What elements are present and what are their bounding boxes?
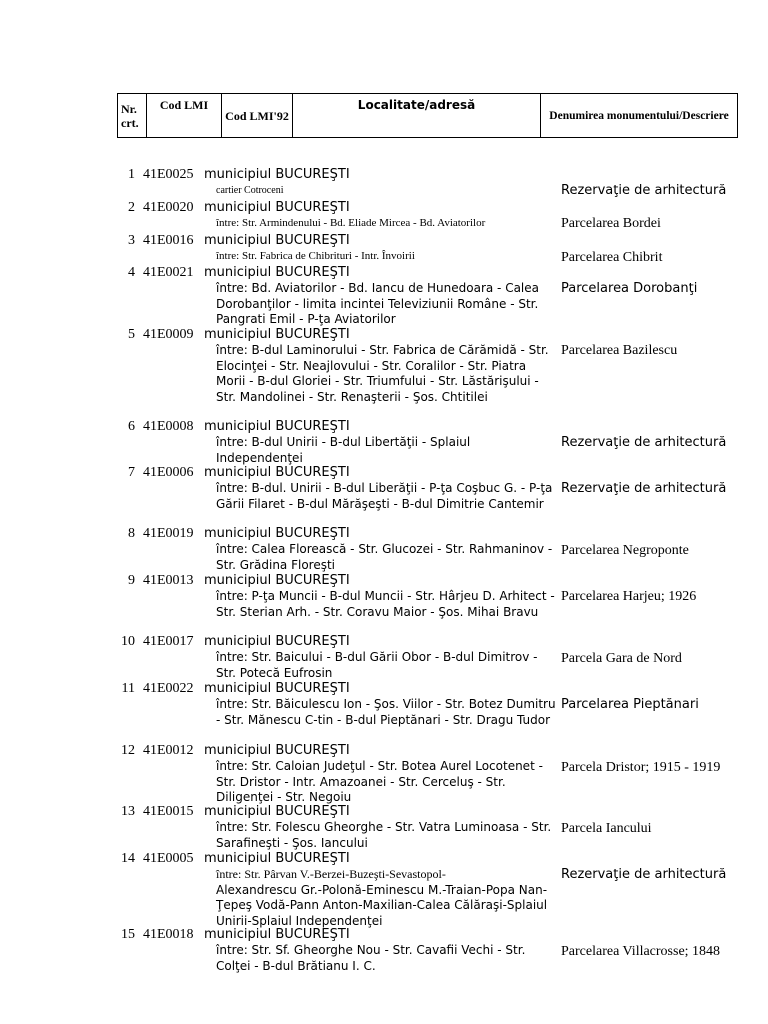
row-address-block	[216, 867, 556, 929]
row-address: între: Str. Băiculescu Ion - Şos. Viilor - Str. Botez Dumitru - Str. Mănescu C-tin - B-dul Pieptănari - Str. Dragu Tudor	[216, 697, 556, 727]
row-cod-lmi: 41E0020	[143, 200, 194, 215]
row-address: între: Str. Baicului - B-dul Gării Obor - B-dul Dimitrov - Str. Potecă Eufrosin	[216, 650, 538, 680]
row-cod-lmi: 41E0008	[143, 419, 194, 434]
row-address: între: Str. Folescu Gheorghe - Str. Vatra Luminoasa - Str. Sarafineşti - Şos. Iancului	[216, 820, 552, 850]
row-denumire: Parcelarea Harjeu; 1926	[561, 589, 697, 604]
row-address: Alexandrescu Gr.-Polonă-Eminescu M.-Traian-Popa Nan-Ţepeş Vodă-Pann Anton-Maxilian-Calea Călăraşi-Splaiul Unirii-Splaiul Independenţei	[216, 882, 548, 928]
row-cod-lmi: 41E0013	[143, 573, 194, 588]
row-denumire: Parcelarea Dorobanţi	[561, 281, 698, 296]
row-localitate: municipiul BUCUREŞTI	[204, 851, 350, 866]
row-denumire: Rezervaţie de arhitectură	[561, 435, 727, 450]
row-number: 13	[121, 804, 135, 819]
row-denumire: Rezervaţie de arhitectură	[561, 481, 727, 496]
row-number: 3	[128, 233, 135, 248]
row-cod-lmi: 41E0012	[143, 743, 194, 758]
row-localitate: municipiul BUCUREŞTI	[204, 743, 350, 758]
row-cod-lmi: 41E0022	[143, 681, 194, 696]
row-address: între: B-dul. Unirii - B-dul Liberăţii - P-ţa Coşbuc G. - P-ţa Gării Filaret - B-dul Mărăşeşti - B-dul Dimitrie Cantemir	[216, 481, 553, 511]
row-localitate: municipiul BUCUREŞTI	[204, 327, 350, 342]
row-localitate: municipiul BUCUREŞTI	[204, 681, 350, 696]
row-denumire: Rezervaţie de arhitectură	[561, 183, 727, 198]
row-denumire: Parcelarea Negroponte	[561, 543, 689, 558]
row-number: 10	[121, 634, 135, 649]
row-address: între: Calea Florească - Str. Glucozei - Str. Rahmaninov - Str. Grădina Floreşti	[216, 542, 553, 572]
header-table	[117, 93, 738, 138]
row-cod-lmi: 41E0009	[143, 327, 194, 342]
row-number: 6	[128, 419, 135, 434]
row-address: între: B-dul Laminorului - Str. Fabrica de Cărămidă - Str. Elocinţei - Str. Neajlovului - Str. Coralilor - Str. Piatra Morii - B-dul Gloriei - Str. Triumfului - Str. Lăstărişului - Str. Mandolinei - Str. Renaşterii - Şos. Chtitilei	[216, 343, 549, 404]
row-denumire: Parcelarea Bazilescu	[561, 343, 678, 358]
row-address: cartier Cotroceni	[216, 185, 284, 196]
row-number: 7	[128, 465, 135, 480]
row-denumire: Rezervaţie de arhitectură	[561, 867, 727, 882]
row-denumire: Parcelarea Pieptănari	[561, 697, 699, 712]
row-number: 15	[121, 927, 135, 942]
row-cod-lmi: 41E0021	[143, 265, 194, 280]
row-number: 4	[128, 265, 135, 280]
row-address: între: Str. Caloian Judeţul - Str. Botea Aurel Locotenet - Str. Dristor - Intr. Amazoanei - Str. Cerceluş - Str. Diligenţei - Str. Negoiu	[216, 759, 543, 804]
row-address: între: P-ţa Muncii - B-dul Muncii - Str. Hârjeu D. Arhitect - Str. Sterian Arh. - Str. Coravu Maior - Şos. Mihai Bravu	[216, 589, 555, 619]
row-number: 11	[121, 681, 135, 696]
header-cod-lmi92: Cod LMI'92	[222, 94, 293, 138]
row-denumire: Parcelarea Villacrosse; 1848	[561, 944, 721, 959]
header-cod-lmi: Cod LMI	[147, 94, 222, 138]
row-number: 9	[128, 573, 135, 588]
row-denumire: Parcelarea Chibrit	[561, 250, 663, 265]
row-number: 12	[121, 743, 135, 758]
row-denumire: Parcelarea Bordei	[561, 216, 661, 231]
row-number: 1	[128, 167, 135, 182]
row-address: între: B-dul Unirii - B-dul Libertăţii - Splaiul Independenţei	[216, 435, 471, 465]
header-nr: Nr. crt.	[118, 94, 147, 138]
row-localitate: municipiul BUCUREŞTI	[204, 167, 350, 182]
row-number: 2	[128, 200, 135, 215]
row-localitate: municipiul BUCUREŞTI	[204, 804, 350, 819]
row-cod-lmi: 41E0019	[143, 526, 194, 541]
row-number: 5	[128, 327, 135, 342]
header-localitate: Localitate/adresă	[293, 94, 541, 138]
row-denumire: Parcela Dristor; 1915 - 1919	[561, 760, 721, 775]
row-address-lead: între: Str. Pârvan V.-Berzei-Buzeşti-Sevastopol-	[216, 867, 446, 881]
row-localitate: municipiul BUCUREŞTI	[204, 200, 350, 215]
row-address: între: Str. Sf. Gheorghe Nou - Str. Cavafii Vechi - Str. Colţei - B-dul Brătianu I. C.	[216, 943, 526, 973]
row-localitate: municipiul BUCUREŞTI	[204, 419, 350, 434]
row-address: între: Str. Fabrica de Chibrituri - Intr. Învoirii	[216, 250, 415, 262]
row-localitate: municipiul BUCUREŞTI	[204, 233, 350, 248]
row-localitate: municipiul BUCUREŞTI	[204, 927, 350, 942]
row-localitate: municipiul BUCUREŞTI	[204, 526, 350, 541]
row-cod-lmi: 41E0016	[143, 233, 194, 248]
row-cod-lmi: 41E0025	[143, 167, 194, 182]
row-cod-lmi: 41E0005	[143, 851, 194, 866]
row-cod-lmi: 41E0015	[143, 804, 194, 819]
row-address: între: Bd. Aviatorilor - Bd. Iancu de Hunedoara - Calea Dorobanţilor - limita incintei Televiziunii Române - Str. Pangrati Emil - P-ţa Aviatorilor	[216, 281, 539, 326]
row-cod-lmi: 41E0006	[143, 465, 194, 480]
row-denumire: Parcela Gara de Nord	[561, 651, 682, 666]
row-address: între: Str. Armindenului - Bd. Eliade Mircea - Bd. Aviatorilor	[216, 217, 486, 229]
row-number: 8	[128, 526, 135, 541]
row-localitate: municipiul BUCUREŞTI	[204, 465, 350, 480]
row-number: 14	[121, 851, 135, 866]
header-denumire: Denumirea monumentului/Descriere	[541, 94, 738, 138]
row-cod-lmi: 41E0017	[143, 634, 194, 649]
row-cod-lmi: 41E0018	[143, 927, 194, 942]
row-denumire: Parcela Iancului	[561, 821, 652, 836]
row-localitate: municipiul BUCUREŞTI	[204, 265, 350, 280]
row-localitate: municipiul BUCUREŞTI	[204, 573, 350, 588]
row-localitate: municipiul BUCUREŞTI	[204, 634, 350, 649]
